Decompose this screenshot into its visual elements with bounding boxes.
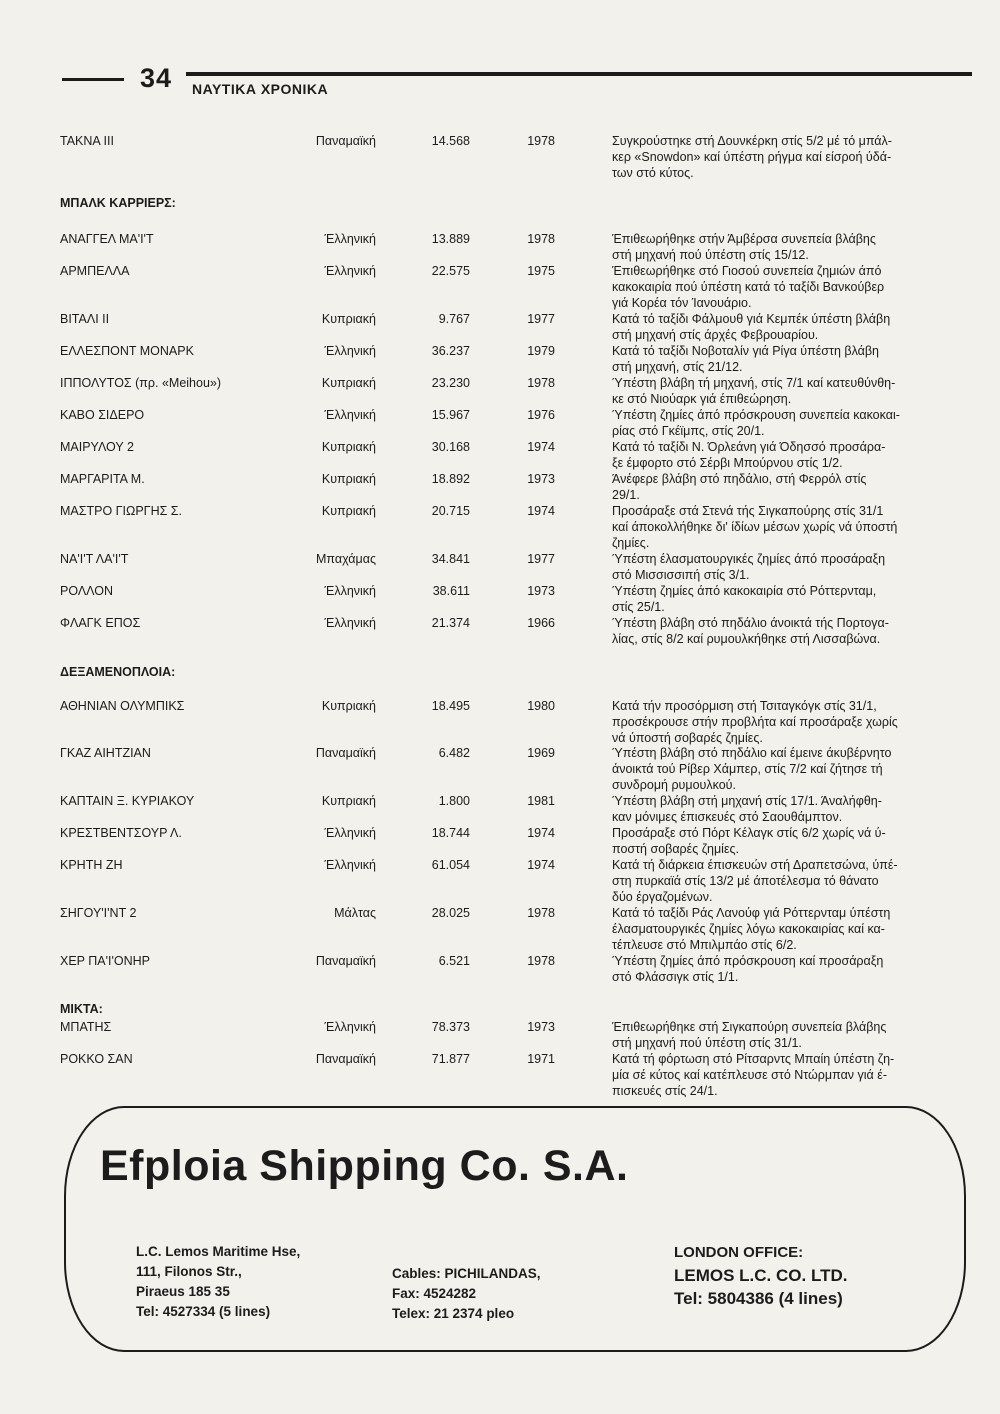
ship-flag: Κυπριακή: [321, 699, 376, 713]
ship-tonnage: 13.889: [431, 232, 470, 246]
ad-contact-line: Fax: 4524282: [392, 1286, 477, 1301]
ship-name: ΙΠΠΟΛΥΤΟΣ (πρ. «Meihou»): [60, 376, 222, 390]
incident-description: Άνέφερε βλάβη στό πηδάλιο, στή Φερρόλ στίς 29/1.: [612, 472, 867, 502]
ship-name: ΚΑΠΤΑΙΝ Ξ. ΚΥΡΙΑΚΟΥ: [60, 794, 195, 808]
page-header: [0, 0, 1000, 110]
ship-tonnage: 22.575: [431, 264, 470, 278]
ship-year: 1977: [527, 552, 555, 566]
section-title: ΔΕΞΑΜΕΝΟΠΛΟΙΑ:: [60, 665, 176, 679]
ship-tonnage: 71.877: [431, 1052, 470, 1066]
ship-flag: Κυπριακή: [321, 472, 376, 486]
ship-flag: Έλληνική: [324, 408, 376, 422]
ship-flag: Παναμαϊκή: [315, 746, 376, 760]
incident-description: Κατά τό ταξίδι Νοβοταλίν γιά Ρίγα ύπέστη βλάβη στή μηχανή, στίς 21/12.: [612, 344, 880, 374]
ship-name: ΚΡΕΣΤΒΕΝΤΣΟΥΡ Λ.: [60, 826, 182, 840]
incident-description: Κατά τή διάρκεια έπισκευών στή Δραπετσώνα, ύπέ- στη πυρκαϊά στίς 13/2 μέ άποτέλεσμα τό θάνατο δύο έργαζομένων.: [612, 858, 898, 904]
ship-tonnage: 18.495: [431, 699, 470, 713]
ship-year: 1980: [527, 699, 555, 713]
incident-description: Ύπέστη βλάβη στή μηχανή στίς 17/1. Άναλήφθη- καν μόνιμες έπισκευές στό Σαουθάμπτον.: [612, 794, 882, 824]
ship-year: 1975: [527, 264, 555, 278]
ship-name: ΧΕΡ ΠΑ'Ι'ΟΝΗΡ: [60, 954, 150, 968]
ship-tonnage: 15.967: [431, 408, 470, 422]
ship-year: 1978: [527, 954, 555, 968]
ship-name: ΝΑ'Ι'Τ ΛΑ'Ι'Τ: [60, 552, 129, 566]
section-title: ΜΠΑΛΚ ΚΑΡΡΙΕΡΣ:: [60, 196, 176, 210]
incident-description: Κατά τό ταξίδι Ν. Όρλεάνη γιά Όδησσό προσάρα- ξε έμφορτο στό Σέρβι Μπούρνου στίς 1/2.: [612, 440, 886, 470]
ship-flag: Μπαχάμας: [316, 552, 376, 566]
ad-contact-line: Cables: PICHILANDAS,: [392, 1266, 541, 1281]
ship-flag: Κυπριακή: [321, 440, 376, 454]
incident-description: Ύπέστη βλάβη στό πηδάλιο άνοικτά τής Πορτογα- λίας, στίς 8/2 καί ρυμουλκήθηκε στή Λισσαβώνα.: [612, 616, 889, 646]
ad-address-line: Tel: 4527334 (5 lines): [136, 1304, 271, 1319]
ship-flag: Έλληνική: [324, 584, 376, 598]
header-rule-left: [62, 78, 124, 81]
ship-tonnage: 18.892: [431, 472, 470, 486]
ship-flag: Κυπριακή: [321, 376, 376, 390]
ad-address-line: Piraeus 185 35: [136, 1284, 230, 1299]
ad-address-block: [136, 1242, 300, 1322]
ad-contacts-block: [392, 1264, 541, 1324]
incident-description: Ύπέστη έλασματουργικές ζημίες άπό προσάραξη στό Μισσισσιπή στίς 3/1.: [612, 552, 886, 582]
ship-year: 1974: [527, 858, 555, 872]
ad-address-line: L.C. Lemos Maritime Hse,: [136, 1244, 301, 1259]
ship-name: ΚΡΗΤΗ ΖΗ: [60, 858, 123, 872]
ship-name: ΑΝΑΓΓΕΛ ΜΑ'Ι'Τ: [60, 232, 154, 246]
ship-year: 1973: [527, 584, 555, 598]
ship-tonnage: 6.482: [438, 746, 470, 760]
ship-name: ΦΛΑΓΚ ΕΠΟΣ: [60, 616, 141, 630]
ship-year: 1978: [527, 376, 555, 390]
ship-tonnage: 78.373: [431, 1020, 470, 1034]
ship-name: ΕΛΛΕΣΠΟΝΤ ΜΟΝΑΡΚ: [60, 344, 194, 358]
ship-name: ΑΘΗΝΙΑΝ ΟΛΥΜΠΙΚΣ: [60, 699, 185, 713]
ship-tonnage: 14.568: [431, 134, 470, 148]
ship-tonnage: 6.521: [438, 954, 470, 968]
ship-flag: Παναμαϊκή: [315, 134, 376, 148]
ad-london-heading: LONDON OFFICE:: [674, 1244, 804, 1261]
incident-description: Έπιθεωρήθηκε στήν Άμβέρσα συνεπεία βλάβης στή μηχανή πού ύπέστη στίς 15/12.: [612, 232, 876, 262]
incident-description: Κατά τήν προσόρμιση στή Τσιταγκόγκ στίς 31/1, προσέκρουσε στήν προβλήτα καί προσάραξε χωρίς νά ύποστή σοβαρές ζημίες.: [612, 699, 898, 745]
ship-flag: Έλληνική: [324, 826, 376, 840]
ship-year: 1974: [527, 504, 555, 518]
ad-london-office: [674, 1242, 847, 1310]
ship-flag: Έλληνική: [324, 1020, 376, 1034]
efploia-advertisement: [64, 1106, 966, 1352]
incident-description: Κατά τό ταξίδι Ράς Λανούφ γιά Ρόττερνταμ ύπέστη έλασματουργικές ζημίες λόγω κακοκαιρίας καί κα- τέπλευσε στό Μπιλμπάο στίς 6/2.: [612, 906, 891, 952]
incident-description: Ύπέστη ζημίες άπό πρόσκρουση συνεπεία κακοκαι- ρίας στό Γκέϊμπς, στίς 20/1.: [612, 408, 900, 438]
ship-flag: Παναμαϊκή: [315, 1052, 376, 1066]
ad-address-line: 111, Filonos Str.,: [136, 1264, 242, 1279]
ship-year: 1981: [527, 794, 555, 808]
ad-london-phone: Tel: 5804386 (4 lines): [674, 1289, 843, 1308]
ship-tonnage: 38.611: [432, 584, 470, 598]
incident-description: Ύπέστη βλάβη στό πηδάλιο καί έμεινε άκυβέρνητο άνοικτά τού Ρίβερ Χάμπερ, στίς 7/2 καί ζήτησε τή συνδρομή ρυμουλκού.: [612, 746, 892, 792]
ship-flag: Κυπριακή: [321, 504, 376, 518]
ship-flag: Κυπριακή: [321, 794, 376, 808]
ship-flag: Έλληνική: [324, 264, 376, 278]
ship-name: ΜΑΣΤΡΟ ΓΙΩΡΓΗΣ Σ.: [60, 504, 182, 518]
ship-tonnage: 18.744: [431, 826, 470, 840]
ship-name: ΚΑΒΟ ΣΙΔΕΡΟ: [60, 408, 145, 422]
ship-name: ΜΑΡΓΑΡΙΤΑ Μ.: [60, 472, 145, 486]
ad-contact-line: Telex: 21 2374 pleo: [392, 1306, 515, 1321]
ship-name: ΜΠΑΤΗΣ: [60, 1020, 112, 1034]
ship-year: 1973: [527, 472, 555, 486]
magazine-title: ΝΑΥΤΙΚΑ ΧΡΟΝΙΚΑ: [192, 81, 329, 97]
ship-tonnage: 23.230: [431, 376, 470, 390]
ship-year: 1973: [527, 1020, 555, 1034]
ship-tonnage: 36.237: [431, 344, 470, 358]
incident-description: Ύπέστη ζημίες άπό κακοκαιρία στό Ρόττερνταμ, στίς 25/1.: [612, 584, 877, 614]
ship-tonnage: 1.800: [438, 794, 470, 808]
ship-year: 1978: [527, 134, 555, 148]
ship-year: 1978: [527, 906, 555, 920]
incident-description: Προσάραξε στά Στενά τής Σιγκαπούρης στίς 31/1 καί άποκολλήθηκε δι' ίδίων μέσων χωρίς νά ύποστή ζημίες.: [612, 504, 898, 550]
ship-flag: Έλληνική: [324, 232, 376, 246]
incident-description: Έπιθεωρήθηκε στό Γιοσού συνεπεία ζημιών άπό κακοκαιρία πού ύπέστη κατά τό ταξίδι Βανκούβερ γιά Κορέα τόν Ίανουάριο.: [612, 264, 885, 310]
ship-tonnage: 28.025: [431, 906, 470, 920]
ship-name: ΒΙΤΑΛΙ ΙΙ: [60, 312, 110, 326]
ship-flag: Έλληνική: [324, 858, 376, 872]
ship-year: 1966: [527, 616, 555, 630]
incident-description: Έπιθεωρήθηκε στή Σιγκαπούρη συνεπεία βλάβης στή μηχανή πού ύπέστη στίς 31/1.: [612, 1020, 887, 1050]
ship-name: ΜΑΙΡΥΛΟΥ 2: [60, 440, 134, 454]
ship-tonnage: 61.054: [431, 858, 470, 872]
ship-tonnage: 9.767: [438, 312, 470, 326]
ship-tonnage: 21.374: [431, 616, 470, 630]
ship-tonnage: 30.168: [431, 440, 470, 454]
ship-year: 1978: [527, 232, 555, 246]
ad-company-name: Efploia Shipping Co. S.A.: [100, 1142, 629, 1190]
ship-year: 1977: [527, 312, 555, 326]
ship-year: 1976: [527, 408, 555, 422]
ship-year: 1969: [527, 746, 555, 760]
incident-description: Συγκρούστηκε στή Δουνκέρκη στίς 5/2 μέ τό μπάλ- κερ «Snowdon» καί ύπέστη ρήγμα καί είσροή ύδά- των στό κύτος.: [612, 134, 892, 180]
ship-name: ΡΟΚΚΟ ΣΑΝ: [60, 1052, 133, 1066]
ship-name: ΣΗΓΟΥ'Ι'ΝΤ 2: [60, 906, 137, 920]
page-number: 34: [140, 63, 173, 93]
ship-flag: Κυπριακή: [321, 312, 376, 326]
ship-tonnage: 20.715: [431, 504, 470, 518]
section-title: ΜΙΚΤΑ:: [60, 1002, 103, 1016]
ship-name: ΤΑΚΝΑ ΙΙΙ: [60, 134, 114, 148]
ship-name: ΡΟΛΛΟΝ: [60, 584, 114, 598]
ship-year: 1974: [527, 826, 555, 840]
ship-year: 1979: [527, 344, 555, 358]
header-rule-right: [186, 72, 972, 76]
ship-year: 1974: [527, 440, 555, 454]
ship-flag: Έλληνική: [324, 616, 376, 630]
ship-name: ΑΡΜΠΕΛΛΑ: [60, 264, 130, 278]
incident-description: Ύπέστη βλάβη τή μηχανή, στίς 7/1 καί κατευθύνθη- κε στό Νιούαρκ γιά έπιθεώρηση.: [612, 376, 896, 406]
incident-description: Προσάραξε στό Πόρτ Κέλαγκ στίς 6/2 χωρίς νά ύ- ποστή σοβαρές ζημίες.: [612, 826, 886, 856]
ship-flag: Παναμαϊκή: [315, 954, 376, 968]
incident-description: Κατά τή φόρτωση στό Ρίτσαρντς Μπαίη ύπέστη ζη- μία σέ κύτος καί κατέπλευσε στό Ντώρμπαν γιά έ- πισκευές στίς 24/1.: [612, 1052, 895, 1098]
ship-flag: Έλληνική: [324, 344, 376, 358]
ship-tonnage: 34.841: [431, 552, 470, 566]
ship-name: ΓΚΑΖ ΑΙΗΤΖΙΑΝ: [60, 746, 151, 760]
incident-description: Κατά τό ταξίδι Φάλμουθ γιά Κεμπέκ ύπέστη βλάβη στή μηχανή στίς άρχές Φεβρουαρίου.: [612, 312, 891, 342]
ad-london-company: LEMOS L.C. CO. LTD.: [674, 1266, 848, 1285]
ship-flag: Μάλτας: [334, 906, 376, 920]
incident-description: Ύπέστη ζημίες άπό πρόσκρουση καί προσάραξη στό Φλάσσιγκ στίς 1/1.: [612, 954, 884, 984]
ship-year: 1971: [527, 1052, 555, 1066]
